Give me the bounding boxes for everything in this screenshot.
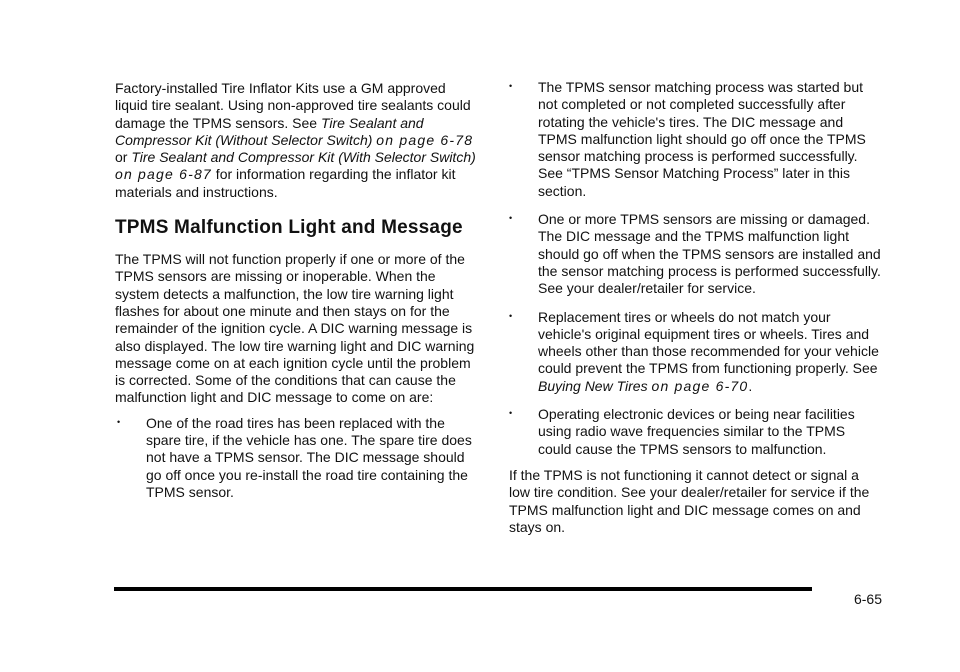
bullet-icon: • <box>117 416 121 427</box>
page-number: 6-65 <box>853 591 882 607</box>
list-item <box>509 79 881 200</box>
list-item-text: . <box>748 377 753 394</box>
paragraph-text: or <box>115 149 132 166</box>
list-item <box>117 415 480 501</box>
malfunction-paragraph: The TPMS will not function properly if one or more of the TPMS sensors are missing or inoperable. When the system detects a malfunction, the low tire warning light flashes for about one minute and then stays on for the remainder of the ignition cycle. A DIC warning message is also displayed. The low tire warning light and DIC warning message come on at each ignition cycle until the problem is corrected. Some of the conditions that can cause the malfunction light and DIC message to come on are: <box>115 251 475 406</box>
closing-paragraph: If the TPMS is not functioning it cannot detect or signal a low tire condition. See your dealer/retailer for service if the TPMS malfunction light and DIC message comes on and stays on. <box>509 466 870 535</box>
bullet-icon: • <box>509 408 513 419</box>
list-item <box>509 211 881 297</box>
reference-page: on page 6-87 <box>115 166 212 183</box>
paragraph-text: for information regarding the inflator kit materials and instructions. <box>115 166 456 200</box>
list-item-text: Operating electronic devices or being near facilities using radio wave frequencies similar to the TPMS could cause the TPMS sensors to malfunction. <box>538 406 855 457</box>
list-item <box>509 406 881 458</box>
reference-title: Tire Sealant and Compressor Kit (Without Selector Switch) <box>115 114 424 148</box>
paragraph-text: Factory-installed Tire Inflator Kits use a GM approved liquid tire sealant. Using non-approved tire sealants could damage the TPMS sensors. See <box>115 80 471 131</box>
list-item-text: One of the road tires has been replaced with the spare tire, if the vehicle has one. The spare tire does not have a TPMS sensor. The DIC message should go off once you re-install the road tire containing the TPMS sensor. <box>146 414 472 500</box>
bullet-icon: • <box>509 310 513 321</box>
right-column <box>509 79 881 536</box>
bullet-icon: • <box>509 213 513 224</box>
list-item <box>509 309 881 395</box>
footer-rule <box>114 587 812 591</box>
condition-list <box>117 415 480 501</box>
reference-title: Buying New Tires <box>538 377 648 394</box>
section-heading: TPMS Malfunction Light and Message <box>115 217 463 239</box>
cross-reference-buying-new-tires[interactable] <box>538 378 748 394</box>
condition-list-continued <box>509 79 881 458</box>
reference-page: on page 6-70 <box>651 377 749 394</box>
reference-title: Tire Sealant and Compressor Kit (With Selector Switch) <box>131 149 476 166</box>
bullet-icon: • <box>509 81 513 91</box>
reference-page: on page 6-78 <box>376 131 474 148</box>
left-column <box>115 80 480 501</box>
list-item-text: The TPMS sensor matching process was started but not completed or not completed successfully after rotating the vehicle's tires. The DIC message and TPMS malfunction light should go off once the TPMS sensor matching process is performed successfully. See “TPMS Sensor Matching Process” later in this section. <box>538 79 866 199</box>
list-item-text: Replacement tires or wheels do not match your vehicle's original equipment tires or wheels. Tires and wheels other than those recommended for your vehicle could prevent the TPMS from functioning properly. See <box>538 308 879 377</box>
list-item-text: One or more TPMS sensors are missing or damaged. The DIC message and the TPMS malfunction light should go off when the TPMS sensors are installed and the sensor matching process is performed successfully. See your dealer/retailer for service. <box>538 211 881 297</box>
inflator-kit-paragraph <box>115 80 480 201</box>
